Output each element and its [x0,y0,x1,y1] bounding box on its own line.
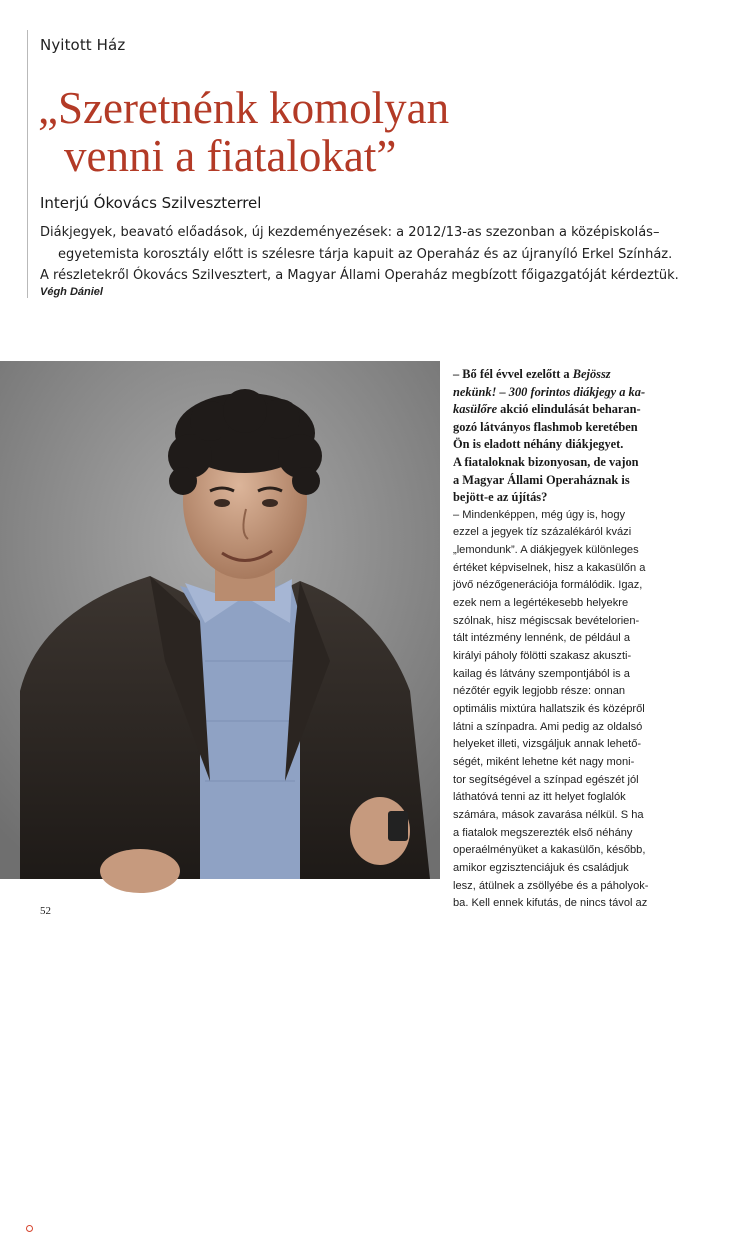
headline [38,84,449,180]
answer-line: a fiatalok megszerezték első néhány [453,826,633,839]
headline-line-2: venni a fiatalokat” [64,131,397,181]
lead-line: Diákjegyek, beavató előadások, új kezdeményezések: a 2012/13-as szezonban a középiskolás– [40,225,660,240]
subtitle: Interjú Ókovács Szilveszterrel [40,194,262,212]
answer-line: látni a színpadra. Ami pedig az oldalsó [453,720,643,733]
answer-line: tált intézmény lennénk, de például a [453,632,631,645]
answer-line: ezzel a jegyek tíz százalékáról kvázi [453,526,632,539]
byline: Végh Dániel [40,286,103,298]
answer-line: jövő nézőgenerációja formálódik. Igaz, [453,579,643,592]
answer-line: nézőtér egyik legjobb része: onnan [453,685,626,698]
question-text: akció elindulását beharan- [497,402,641,417]
section-label: Nyitott Ház [40,36,126,54]
answer-line: ezek nem a legértékesebb helyekre [453,597,629,610]
question-italic: nekünk! – 300 forintos diákjegy a ka- [453,384,646,399]
answer-line: kailag és látvány szempontjából is a [453,667,630,680]
answer-line: ba. Kell ennek kifutás, de nincs távol az [453,897,648,910]
portrait-illustration [0,361,440,879]
question-line: A fiataloknak bizonyosan, de vajon [453,454,639,469]
answer-line: – Mindenképpen, még úgy is, hogy [453,508,626,521]
answer-line: helyeket illeti, vizsgáljuk annak lehető- [453,738,642,751]
lead-paragraph [40,222,730,287]
lead-line: egyetemista korosztály előtt is szélesre tárja kapuit az Operaház és az újranyíló Erkel Színház. [58,246,673,262]
answer-line: amikor egzisztenciájuk és családjuk [453,861,629,874]
headline-line-1: „Szeretnénk komolyan [38,83,450,133]
question-line [453,366,737,384]
answer-line: ségét, miként lehetne két nagy moni- [453,755,635,768]
interview-answer [453,507,737,913]
question-line [453,384,737,402]
answer-line: szólnak, hisz mégiscsak bevételorien- [453,614,640,627]
answer-line: operaélményüket a kakasülőn, később, [453,844,646,857]
answer-line: „lemondunk”. A diákjegyek különleges [453,544,639,557]
question-line: gozó látványos flashmob keretében [453,419,638,434]
answer-line: királyi páholy fölötti szakasz akuszti- [453,650,632,662]
question-italic: Bejössz [572,367,611,381]
question-line [453,401,737,419]
photo-caption [26,1223,160,1234]
page-number: 52 [40,905,51,917]
question-line: Ön is eladott néhány diákjegyet. [453,437,624,452]
answer-line: értéket képviselnek, hisz a kakasülőn a [453,561,646,574]
lead-line: A részletekről Ókovács Szilvesztert, a Magyar Állami Operaház megbízott főigazgatóját kérdeztük. [40,268,679,283]
caption-bullet-icon [26,1225,33,1232]
answer-line: tor segítségével a színpad egészét jól [453,773,639,786]
question-line: a Magyar Állami Operaháznak is [453,472,630,487]
question-text: – Bő fél évvel ezelőtt a [453,367,573,381]
answer-line: láthatóvá tenni az itt helyet foglalók [453,791,626,804]
answer-line: lesz, átülnek a zsöllyébe és a páholyok- [453,879,649,892]
photo-caption-text: ÓKOVÁCS SZILVESZTER [37,1223,160,1234]
question-line: bejött-e az újítás? [453,490,548,505]
interview-question [453,366,737,507]
answer-line: számára, mások zavarása nélkül. S ha [453,808,644,821]
question-italic: kasülőre [453,402,498,417]
margin-rule [27,30,28,298]
answer-line: optimális mixtúra hallatszik és középről [453,702,645,715]
interview-column [453,366,737,913]
